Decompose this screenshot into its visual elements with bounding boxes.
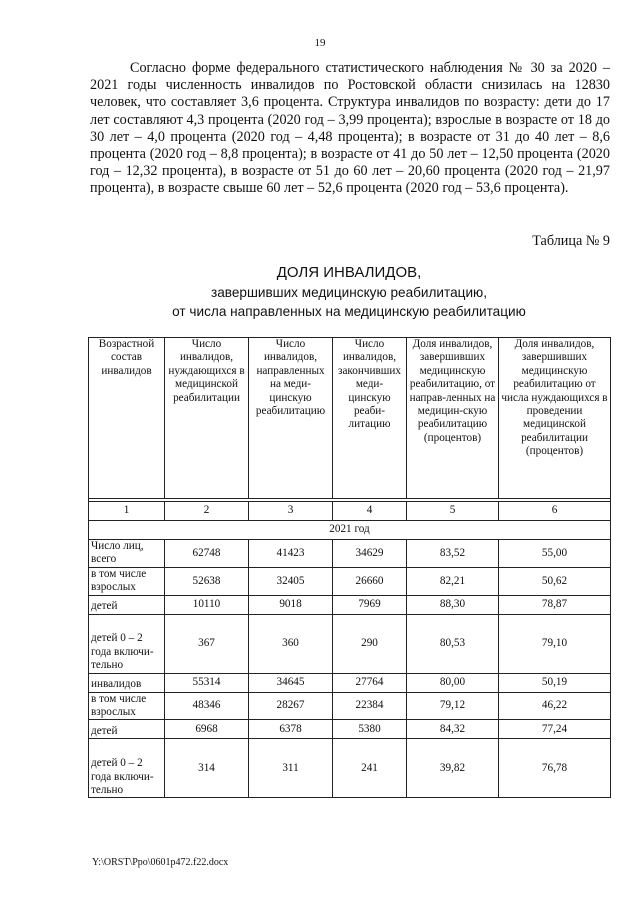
- table-cell: 7969: [333, 595, 407, 614]
- table-cell: 290: [333, 614, 407, 673]
- row-label: детей: [89, 720, 165, 739]
- table-cell: 39,82: [407, 739, 499, 798]
- column-number: 1: [89, 502, 165, 521]
- intro-paragraph: Согласно форме федерального статистического наблюдения № 30 за 2020 – 2021 годы численность инвалидов по Ростовской области снизилась на 12830 человек, что составляет 3,6 процента. Структура инвалидов по возрасту: дети до 17 лет составляют 4,3 процента (2020 год – 3,99 процента); взрослые в возрасте от 18 до 30 лет – 4,0 процента (2020 год – 4,48 процента); в возрасте от 31 до 40 лет – 8,6 процента (2020 год – 8,8 процента); в возрасте от 41 до 50 лет – 12,50 процента (2020 год – 12,32 процента), в возрасте от 51 до 60 лет – 20,60 процента (2020 год – 21,97 процента), в возрасте свыше 60 лет – 52,6 процента (2020 год – 53,6 процента).: [90, 60, 610, 197]
- table-row: [89, 692, 611, 720]
- rehabilitation-table: [88, 337, 611, 798]
- table-cell: 52638: [165, 567, 249, 595]
- header-cell: Число инвалидов, закончивших меди-цинскую реаби-литацию: [333, 338, 407, 499]
- table-header-row: [89, 338, 611, 499]
- table-cell: 84,32: [407, 720, 499, 739]
- page-number: 19: [314, 37, 326, 49]
- column-number: 3: [249, 502, 333, 521]
- header-cell: Число инвалидов, нуждающихся в медицинской реабилитации: [165, 338, 249, 499]
- column-number-row: [89, 502, 611, 521]
- table-cell: 34645: [249, 673, 333, 692]
- row-label: детей 0 – 2 года включи-тельно: [89, 739, 165, 798]
- table-cell: 79,10: [499, 614, 611, 673]
- table-cell: 5380: [333, 720, 407, 739]
- table-cell: 28267: [249, 692, 333, 720]
- table-cell: 314: [165, 739, 249, 798]
- table-cell: 6378: [249, 720, 333, 739]
- table-cell: 6968: [165, 720, 249, 739]
- table-row: [89, 720, 611, 739]
- table-cell: 79,12: [407, 692, 499, 720]
- table-cell: 360: [249, 614, 333, 673]
- table-cell: 77,24: [499, 720, 611, 739]
- table-cell: 62748: [165, 540, 249, 568]
- column-number: 4: [333, 502, 407, 521]
- table-row: [89, 673, 611, 692]
- row-label: в том числе взрослых: [89, 692, 165, 720]
- table-cell: 80,53: [407, 614, 499, 673]
- column-number: 5: [407, 502, 499, 521]
- row-label: инвалидов: [89, 673, 165, 692]
- table-cell: 48346: [165, 692, 249, 720]
- row-label: детей 0 – 2 года включи-тельно: [89, 614, 165, 673]
- table-cell: 55,00: [499, 540, 611, 568]
- table-cell: 50,62: [499, 567, 611, 595]
- header-cell: Доля инвалидов, завершивших медицинскую реабилитацию, от направ-ленных на медицин-скую реабилитацию (процентов): [407, 338, 499, 499]
- header-cell: Доля инвалидов, завершивших медицинскую реабилитацию от числа нуждающихся в проведении медицинской реабилитации (процентов): [499, 338, 611, 499]
- table-row: [89, 614, 611, 673]
- table-cell: 26660: [333, 567, 407, 595]
- table-cell: 32405: [249, 567, 333, 595]
- table-cell: 241: [333, 739, 407, 798]
- table-cell: 80,00: [407, 673, 499, 692]
- file-path-footer: Y:\ORST\Ppo\0601p472.f22.docx: [92, 857, 229, 868]
- table-row: [89, 595, 611, 614]
- table-cell: 50,19: [499, 673, 611, 692]
- table-title-line2: завершивших медицинскую реабилитацию,: [210, 285, 488, 300]
- table-cell: 10110: [165, 595, 249, 614]
- table-cell: 76,78: [499, 739, 611, 798]
- table-cell: 311: [249, 739, 333, 798]
- table-cell: 82,21: [407, 567, 499, 595]
- table-row: [89, 540, 611, 568]
- row-label: в том числе взрослых: [89, 567, 165, 595]
- table-cell: 9018: [249, 595, 333, 614]
- column-number: 2: [165, 502, 249, 521]
- table-cell: 83,52: [407, 540, 499, 568]
- year-row: [89, 521, 611, 540]
- year-label: 2021 год: [89, 521, 611, 540]
- row-label: Число лиц, всего: [89, 540, 165, 568]
- row-label: детей: [89, 595, 165, 614]
- table-row: [89, 739, 611, 798]
- table-cell: 88,30: [407, 595, 499, 614]
- table-label: Таблица № 9: [532, 233, 610, 249]
- table-row: [89, 567, 611, 595]
- column-number: 6: [499, 502, 611, 521]
- table-cell: 27764: [333, 673, 407, 692]
- table-cell: 34629: [333, 540, 407, 568]
- table-title: [88, 263, 610, 321]
- table-cell: 78,87: [499, 595, 611, 614]
- table-title-main: ДОЛЯ ИНВАЛИДОВ,: [276, 264, 422, 281]
- table-cell: 367: [165, 614, 249, 673]
- table-cell: 41423: [249, 540, 333, 568]
- header-cell: Число инвалидов, направленных на меди-цинскую реабилитацию: [249, 338, 333, 499]
- header-cell: Возрастной состав инвалидов: [89, 338, 165, 499]
- table-cell: 46,22: [499, 692, 611, 720]
- table-title-line3: от числа направленных на медицинскую реабилитацию: [172, 304, 526, 319]
- table-cell: 55314: [165, 673, 249, 692]
- table-cell: 22384: [333, 692, 407, 720]
